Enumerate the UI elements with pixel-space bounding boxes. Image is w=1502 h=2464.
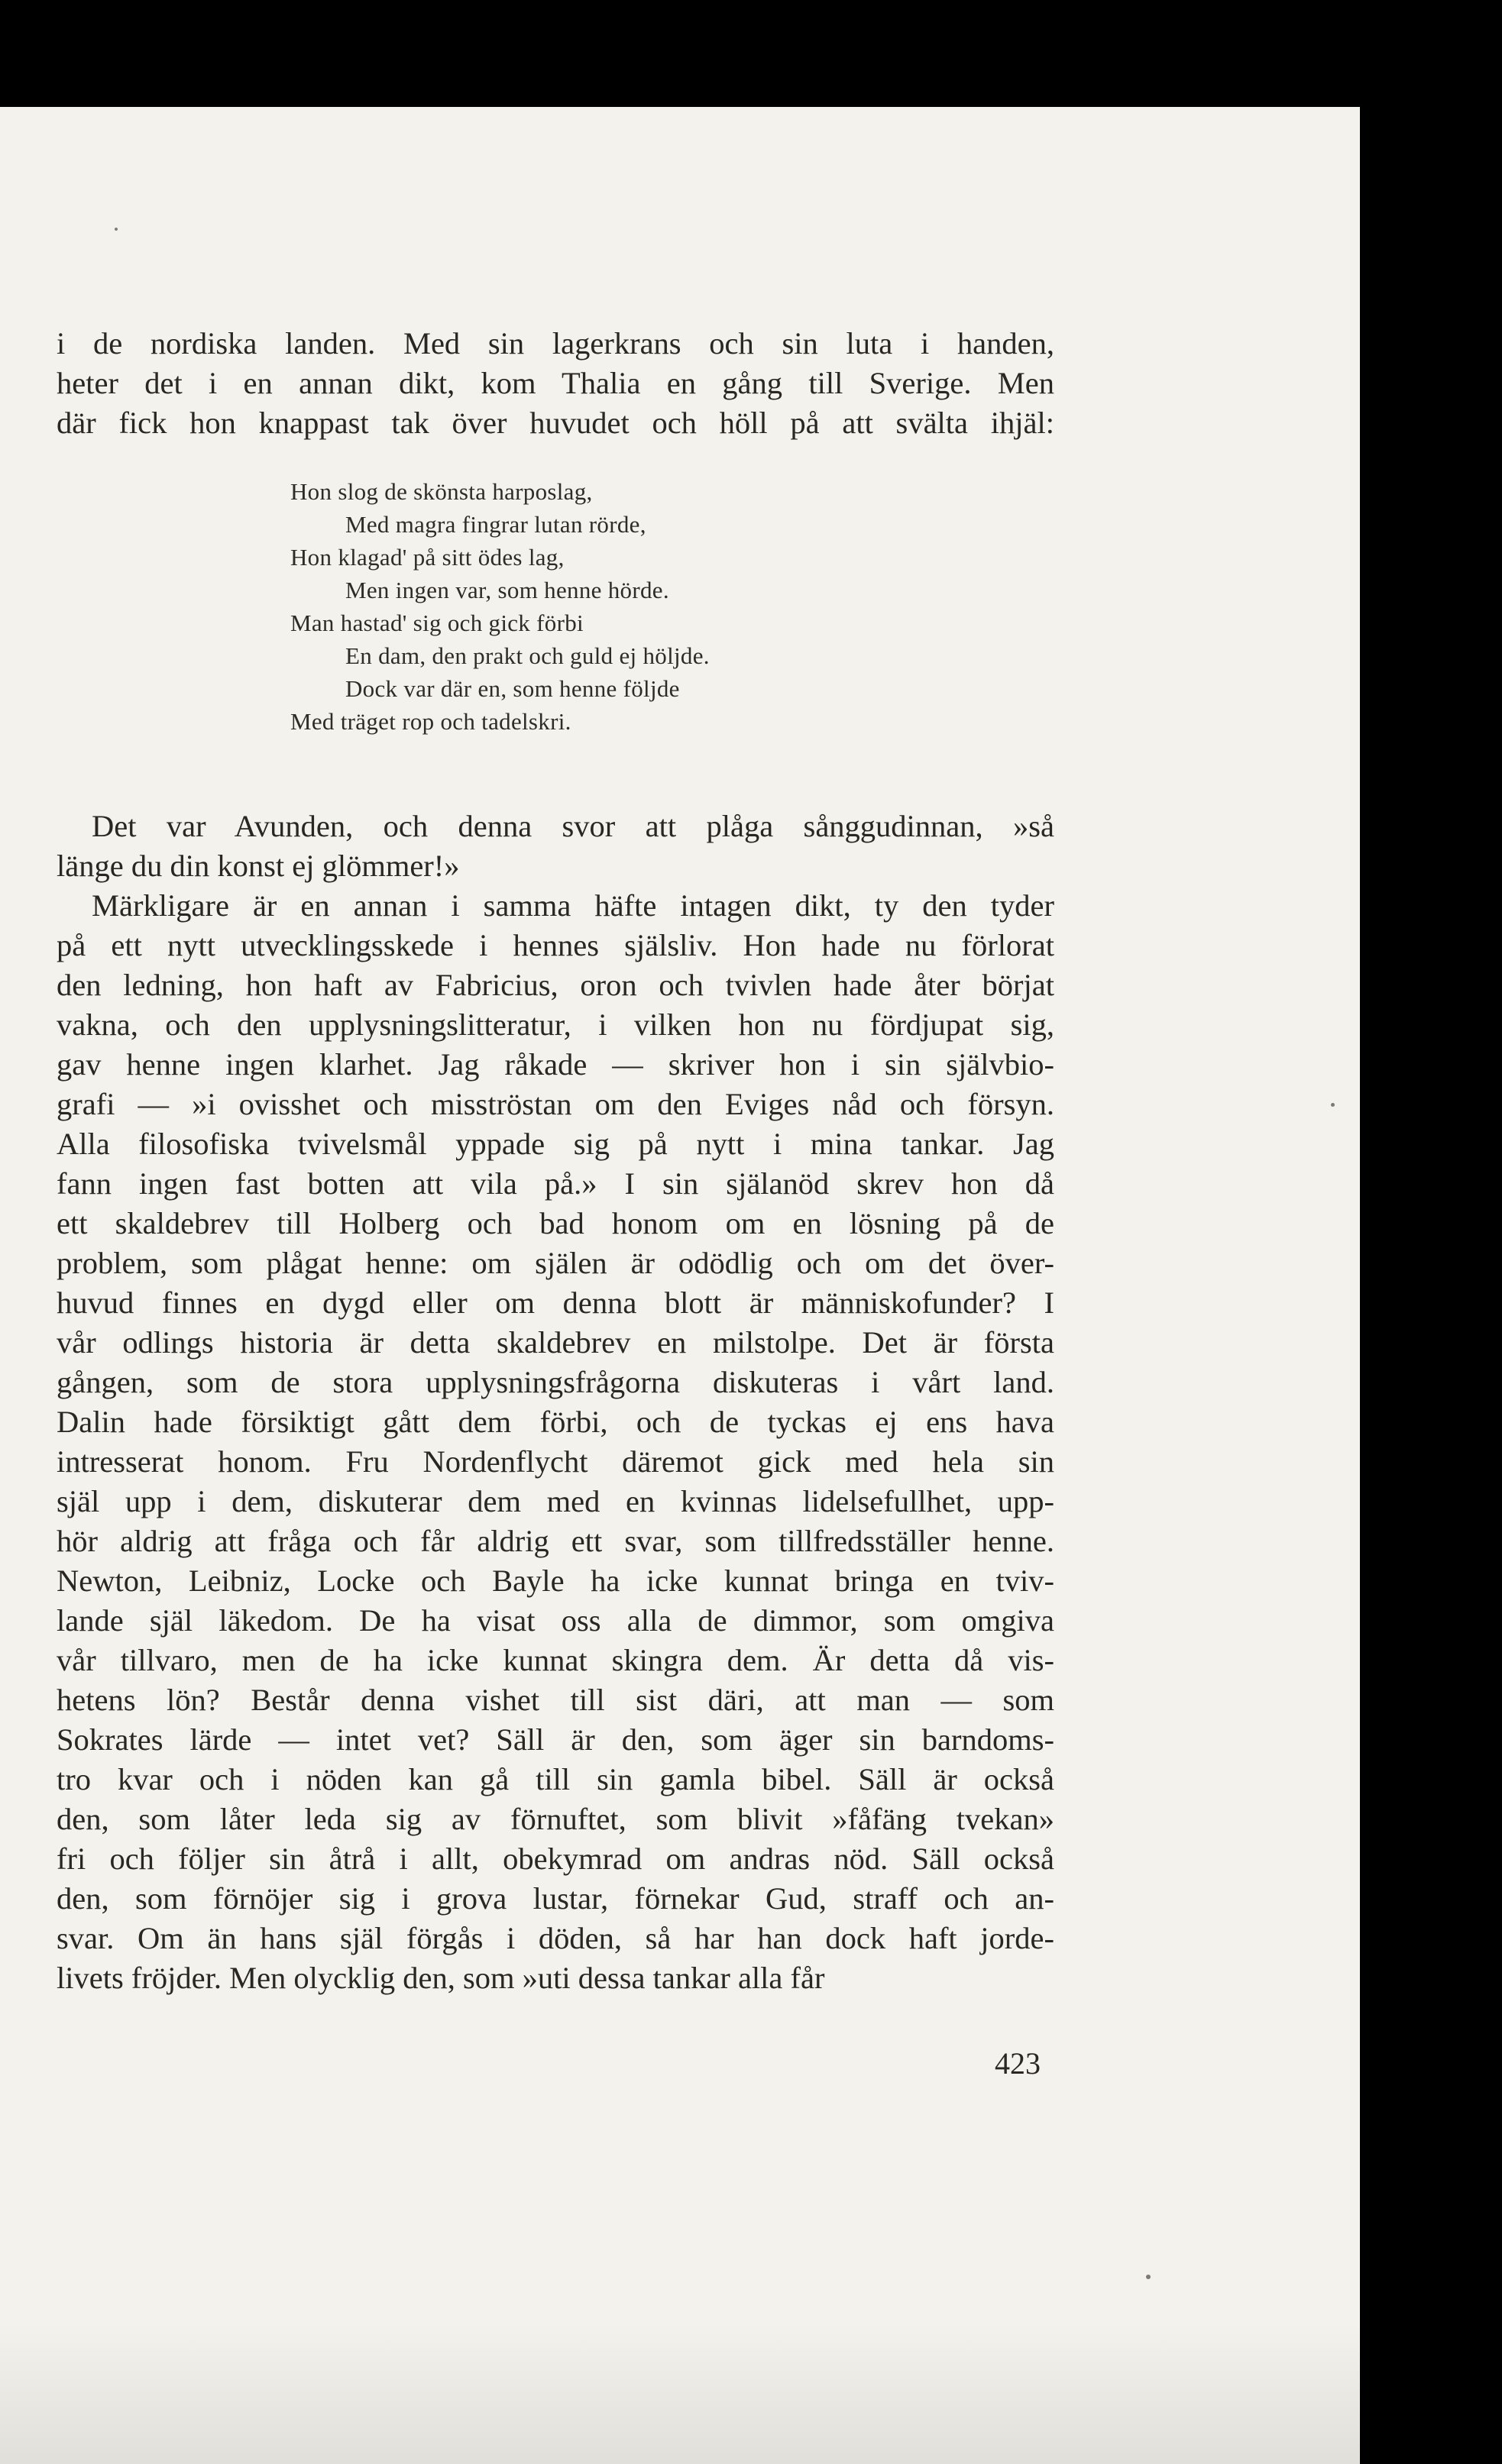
paper-speck	[115, 228, 118, 231]
text-line: vår tillvaro, men de ha icke kunnat skingra dem. Är detta då vis-	[57, 1643, 1054, 1677]
text-line: huvud finnes en dygd eller om denna blott är människofunder? I	[57, 1285, 1054, 1320]
text-line: gången, som de stora upplysningsfrågorna diskuteras i vårt land.	[57, 1365, 1054, 1399]
text-line: vår odlings historia är detta skaldebrev en milstolpe. Det är första	[57, 1325, 1054, 1360]
verse-line: Man hastad' sig och gick förbi	[290, 610, 584, 636]
text-line: svar. Om än hans själ förgås i döden, så har han dock haft jorde-	[57, 1921, 1054, 1955]
text-line: där fick hon knappast tak över huvudet och höll på att svälta ihjäl:	[57, 406, 1054, 440]
text-line: lande själ läkedom. De ha visat oss alla de dimmor, som omgiva	[57, 1603, 1054, 1638]
verse-line: Men ingen var, som henne hörde.	[345, 577, 669, 603]
text-line: Newton, Leibniz, Locke och Bayle ha icke kunnat bringa en tviv-	[57, 1563, 1054, 1598]
page-number: 423	[995, 2046, 1041, 2081]
page-shadow	[0, 2322, 1360, 2464]
text-line: den, som förnöjer sig i grova lustar, förnekar Gud, straff och an-	[57, 1881, 1054, 1916]
text-line: hör aldrig att fråga och får aldrig ett svar, som tillfredsställer henne.	[57, 1524, 1054, 1558]
text-line: i de nordiska landen. Med sin lagerkrans och sin luta i handen,	[57, 326, 1054, 361]
text-line: intresserat honom. Fru Nordenflycht däremot gick med hela sin	[57, 1444, 1054, 1479]
text-line: hetens lön? Består denna vishet till sist däri, att man — som	[57, 1683, 1054, 1717]
verse-line: Med träget rop och tadelskri.	[290, 708, 571, 735]
text-line: själ upp i dem, diskuterar dem med en kvinnas lidelsefullhet, upp-	[57, 1484, 1054, 1518]
text-line: grafi — »i ovisshet och misströstan om den Eviges nåd och försyn.	[57, 1087, 1054, 1121]
text-line: Märkligare är en annan i samma häfte intagen dikt, ty den tyder	[92, 888, 1054, 923]
text-line: vakna, och den upplysningslitteratur, i vilken hon nu fördjupat sig,	[57, 1007, 1054, 1042]
text-line: fann ingen fast botten att vila på.» I sin själanöd skrev hon då	[57, 1166, 1054, 1201]
paper-speck	[1331, 1103, 1335, 1107]
text-line: den ledning, hon haft av Fabricius, oron och tvivlen hade åter börjat	[57, 968, 1054, 1002]
text-line: gav henne ingen klarhet. Jag råkade — skriver hon i sin självbio-	[57, 1047, 1054, 1082]
text-line: fri och följer sin åtrå i allt, obekymrad om andras nöd. Säll också	[57, 1842, 1054, 1876]
text-line: länge du din konst ej glömmer!»	[57, 849, 460, 883]
text-line: Sokrates lärde — intet vet? Säll är den, som äger sin barndoms-	[57, 1722, 1054, 1757]
text-line: problem, som plågat henne: om själen är odödlig och om det över-	[57, 1246, 1054, 1280]
verse-line: Med magra fingrar lutan rörde,	[345, 511, 646, 538]
book-page	[0, 107, 1360, 2464]
text-line: livets fröjder. Men olycklig den, som »uti dessa tankar alla får	[57, 1961, 825, 1995]
paper-speck	[1146, 2275, 1151, 2279]
text-line: den, som låter leda sig av förnuftet, som blivit »fåfäng tvekan»	[57, 1802, 1054, 1836]
verse-line: Hon klagad' på sitt ödes lag,	[290, 544, 565, 571]
text-line: på ett nytt utvecklingsskede i hennes själsliv. Hon hade nu förlorat	[57, 928, 1054, 962]
verse-line: En dam, den prakt och guld ej höljde.	[345, 642, 710, 669]
text-line: Det var Avunden, och denna svor att plåga sånggudinnan, »så	[92, 809, 1054, 843]
text-line: ett skaldebrev till Holberg och bad honom om en lösning på de	[57, 1206, 1054, 1240]
text-line: Alla filosofiska tvivelsmål yppade sig på nytt i mina tankar. Jag	[57, 1127, 1054, 1161]
verse-line: Dock var där en, som henne följde	[345, 675, 680, 702]
text-line: Dalin hade försiktigt gått dem förbi, och de tyckas ej ens hava	[57, 1405, 1054, 1439]
verse-line: Hon slog de skönsta harposlag,	[290, 478, 593, 505]
text-line: tro kvar och i nöden kan gå till sin gamla bibel. Säll är också	[57, 1762, 1054, 1796]
text-line: heter det i en annan dikt, kom Thalia en gång till Sverige. Men	[57, 366, 1054, 400]
